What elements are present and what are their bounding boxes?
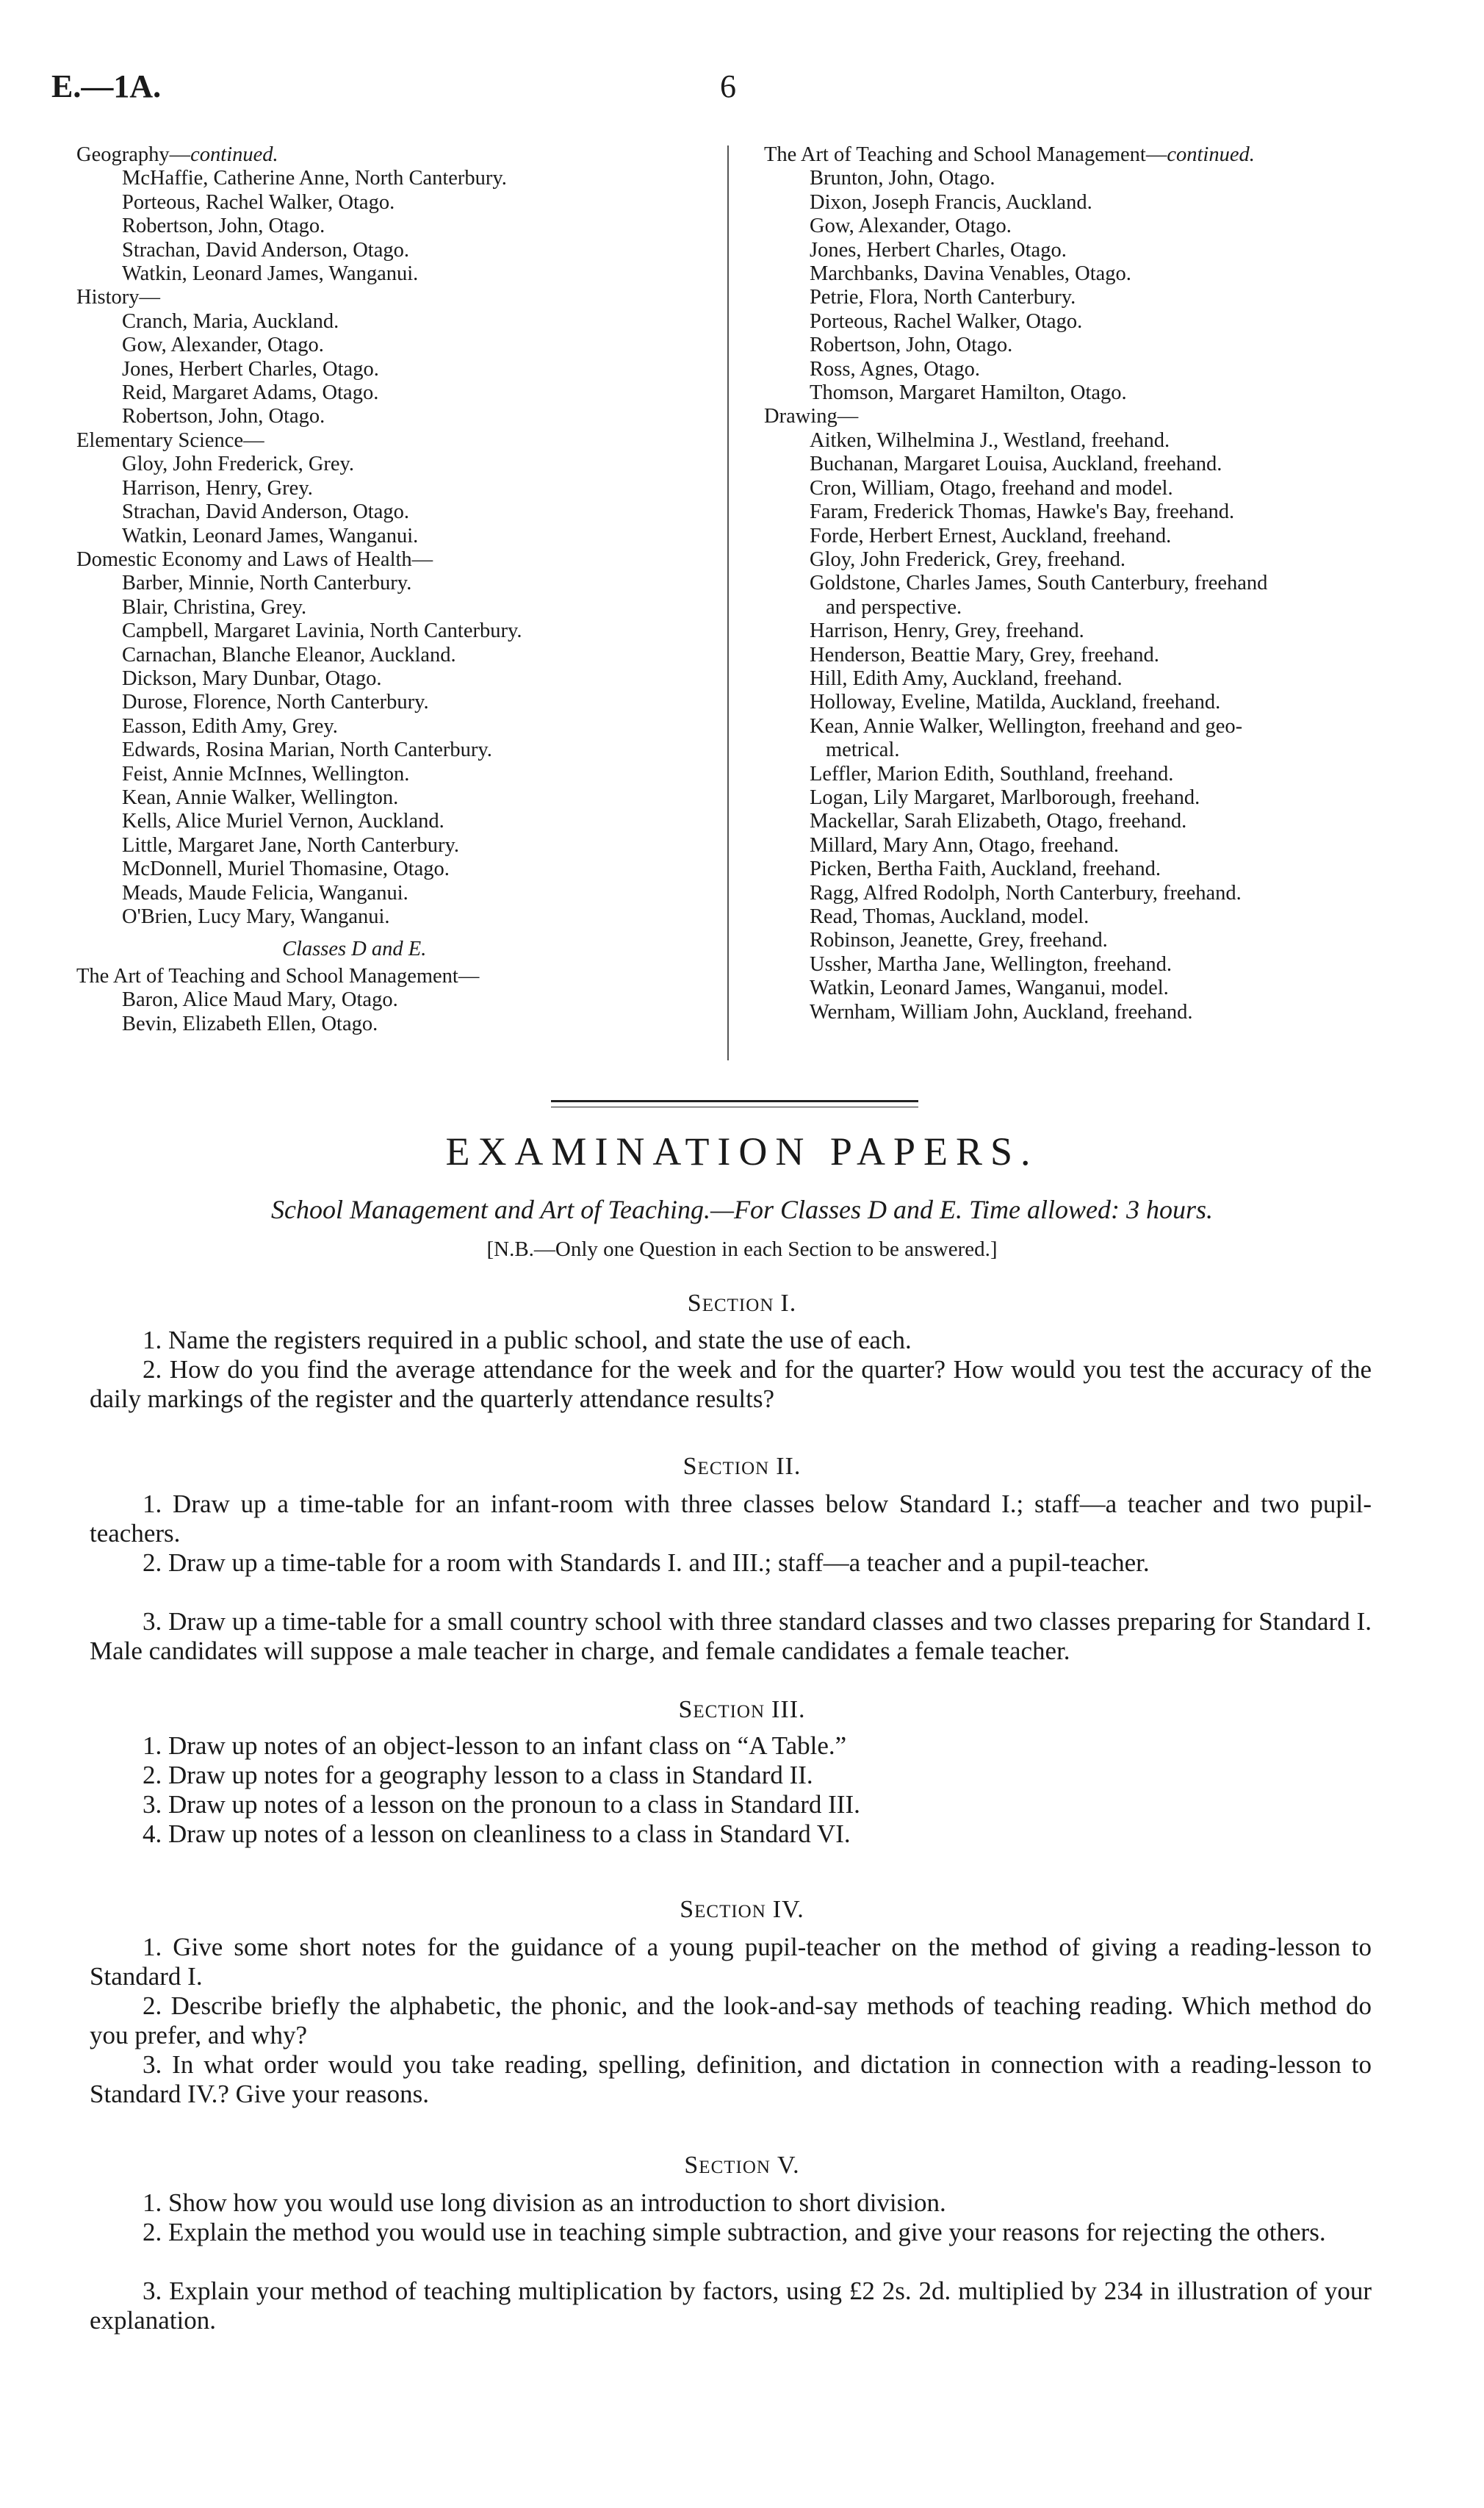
list-item: Porteous, Rachel Walker, Otago.: [810, 309, 1083, 333]
list-item: Jones, Herbert Charles, Otago.: [122, 357, 379, 381]
list-item: Gloy, John Frederick, Grey.: [122, 453, 355, 476]
list-item: Blair, Christina, Grey.: [122, 595, 307, 619]
list-item: Hill, Edith Amy, Auckland, freehand.: [810, 666, 1123, 690]
list-item: Bevin, Elizabeth Ellen, Otago.: [122, 1012, 378, 1035]
list-item: Kean, Annie Walker, Wellington, freehand and geo-: [810, 714, 1243, 738]
list-item-continuation: and perspective.: [826, 595, 962, 619]
section-heading: SECTION II.: [682, 1453, 802, 1480]
list-item: Gow, Alexander, Otago.: [122, 334, 324, 357]
question: 2. How do you find the average attendance for the week and for the quarter? How would you test the accuracy of the daily markings of the register and the quarterly attendance results?: [90, 1355, 1372, 1413]
question: 1. Show how you would use long division as an introduction to short division.: [143, 2188, 946, 2217]
list-item: Carnachan, Blanche Eleanor, Auckland.: [122, 643, 456, 666]
list-item: Kean, Annie Walker, Wellington.: [122, 786, 399, 809]
list-item: Feist, Annie McInnes, Wellington.: [122, 762, 410, 786]
list-item: Robertson, John, Otago.: [122, 215, 325, 238]
list-item: Durose, Florence, North Canterbury.: [122, 691, 429, 714]
list-item: O'Brien, Lucy Mary, Wanganui.: [122, 905, 390, 928]
list-item: Forde, Herbert Ernest, Auckland, freehand.: [810, 524, 1172, 547]
question: 1. Give some short notes for the guidance of a young pupil-teacher on the method of giving a reading-lesson to Standard I.: [90, 1933, 1372, 1991]
list-item: Harrison, Henry, Grey, freehand.: [810, 619, 1084, 643]
list-item: Gow, Alexander, Otago.: [810, 215, 1012, 238]
list-item: Reid, Margaret Adams, Otago.: [122, 381, 379, 405]
list-item: Strachan, David Anderson, Otago.: [122, 238, 409, 262]
subject-heading: [76, 286, 723, 309]
list-item: Dixon, Joseph Francis, Auckland.: [810, 190, 1092, 214]
section-heading: SECTION I.: [687, 1290, 797, 1317]
list-item: Leffler, Marion Edith, Southland, freehand.: [810, 762, 1174, 786]
subject-heading: [76, 429, 723, 453]
list-item: Watkin, Leonard James, Wanganui.: [122, 262, 419, 286]
section-rule: [551, 1100, 918, 1102]
list-item: Robertson, John, Otago.: [122, 405, 325, 428]
list-item: Campbell, Margaret Lavinia, North Canterbury.: [122, 619, 522, 643]
column-divider: [727, 145, 729, 1060]
subject-heading: [764, 405, 1425, 428]
list-item: Robinson, Jeanette, Grey, freehand.: [810, 929, 1108, 952]
list-item: Robertson, John, Otago.: [810, 334, 1013, 357]
list-item: Marchbanks, Davina Venables, Otago.: [810, 262, 1131, 286]
subject-title: The Art of Teaching and School Management—: [764, 143, 1167, 166]
subject-title: Drawing—: [764, 405, 859, 428]
section-heading: SECTION V.: [684, 2152, 800, 2179]
list-item: Buchanan, Margaret Louisa, Auckland, freehand.: [810, 453, 1222, 476]
section-heading: SECTION III.: [678, 1696, 806, 1723]
list-item: Millard, Mary Ann, Otago, freehand.: [810, 833, 1120, 857]
list-item: Brunton, John, Otago.: [810, 167, 995, 190]
question: 4. Draw up notes of a lesson on cleanliness to a class in Standard VI.: [143, 1819, 851, 1848]
list-item: Picken, Bertha Faith, Auckland, freehand.: [810, 858, 1161, 881]
list-item: Ross, Agnes, Otago.: [810, 357, 980, 381]
subject-heading: [76, 548, 723, 572]
question: 3. In what order would you take reading, spelling, definition, and dictation in connection with a reading-lesson to Standard IV.? Give your reasons.: [90, 2050, 1372, 2108]
list-item: Henderson, Beattie Mary, Grey, freehand.: [810, 643, 1159, 666]
question: 3. Draw up a time-table for a small country school with three standard classes and two classes preparing for Standard I. Male candidates will suppose a male teacher in charge, and female candidates a female teacher.: [90, 1607, 1372, 1665]
exam-title: EXAMINATION PAPERS.: [445, 1129, 1039, 1174]
page-header: [51, 68, 1433, 112]
list-item: Watkin, Leonard James, Wanganui, model.: [810, 977, 1169, 1000]
section-heading: SECTION IV.: [680, 1896, 804, 1923]
subject-heading: [76, 143, 723, 167]
list-item: Meads, Maude Felicia, Wanganui.: [122, 881, 408, 905]
list-item: Harrison, Henry, Grey.: [122, 476, 313, 500]
list-item: Jones, Herbert Charles, Otago.: [810, 238, 1067, 262]
list-item: Faram, Frederick Thomas, Hawke's Bay, freehand.: [810, 500, 1235, 524]
right-column-list: [764, 143, 1425, 1024]
document-code: E.—1A.: [51, 68, 162, 104]
continued-label: continued.: [190, 143, 278, 166]
subject-title: Domestic Economy and Laws of Health—: [76, 547, 433, 571]
question: 2. Draw up notes for a geography lesson to a class in Standard II.: [143, 1761, 813, 1789]
exam-subtitle: School Management and Art of Teaching.—For Classes D and E. Time allowed: 3 hours.: [271, 1195, 1213, 1224]
question: 2. Draw up a time-table for a room with Standards I. and III.; staff—a teacher and a pupil-teacher.: [143, 1548, 1150, 1577]
list-item: Kells, Alice Muriel Vernon, Auckland.: [122, 810, 444, 833]
continued-label: continued.: [1167, 143, 1255, 166]
question: 1. Draw up a time-table for an infant-room with three classes below Standard I.; staff—a teacher and two pupil-teachers.: [90, 1490, 1372, 1548]
question: 2. Explain the method you would use in teaching simple subtraction, and give your reasons for rejecting the others.: [143, 2218, 1326, 2246]
list-item: Logan, Lily Margaret, Marlborough, freehand.: [810, 786, 1200, 809]
subject-heading: [764, 143, 1425, 167]
question: 3. Draw up notes of a lesson on the pronoun to a class in Standard III.: [143, 1790, 860, 1819]
list-item: McHaffie, Catherine Anne, North Canterbury.: [122, 167, 507, 190]
list-item: Baron, Alice Maud Mary, Otago.: [122, 988, 398, 1012]
list-item: Cron, William, Otago, freehand and model.: [810, 476, 1173, 500]
list-item-continuation: metrical.: [826, 739, 900, 762]
list-item: Strachan, David Anderson, Otago.: [122, 500, 409, 524]
list-item: Petrie, Flora, North Canterbury.: [810, 286, 1076, 309]
list-item: Holloway, Eveline, Matilda, Auckland, freehand.: [810, 691, 1221, 714]
list-item: Cranch, Maria, Auckland.: [122, 309, 339, 333]
list-item: Watkin, Leonard James, Wanganui.: [122, 524, 419, 547]
exam-note: [N.B.—Only one Question in each Section to be answered.]: [486, 1237, 998, 1261]
subject-heading: [76, 965, 723, 988]
list-item: Mackellar, Sarah Elizabeth, Otago, freehand.: [810, 810, 1187, 833]
subject-title: Geography—: [76, 143, 191, 166]
list-item: Wernham, William John, Auckland, freehand.: [810, 1000, 1193, 1024]
list-item: Little, Margaret Jane, North Canterbury.: [122, 833, 460, 857]
page-number: 6: [720, 68, 736, 104]
list-item: Goldstone, Charles James, South Canterbury, freehand: [810, 572, 1268, 595]
list-item: Ussher, Martha Jane, Wellington, freehand.: [810, 952, 1173, 976]
list-item: Dickson, Mary Dunbar, Otago.: [122, 666, 382, 690]
question: 1. Draw up notes of an object-lesson to an infant class on “A Table.”: [143, 1731, 847, 1760]
list-item: Ragg, Alfred Rodolph, North Canterbury, freehand.: [810, 881, 1242, 905]
classes-heading: Classes D and E.: [282, 938, 427, 961]
list-item: Aitken, Wilhelmina J., Westland, freehand.: [810, 428, 1170, 452]
subject-title: Elementary Science—: [76, 428, 264, 452]
question: 3. Explain your method of teaching multiplication by factors, using £2 2s. 2d. multiplied by 234 in illustration of your explanation.: [90, 2277, 1372, 2335]
question: 1. Name the registers required in a public school, and state the use of each.: [143, 1326, 912, 1354]
list-item: Thomson, Margaret Hamilton, Otago.: [810, 381, 1127, 405]
list-item: Read, Thomas, Auckland, model.: [810, 905, 1089, 928]
list-item: McDonnell, Muriel Thomasine, Otago.: [122, 858, 450, 881]
subject-title: History—: [76, 286, 160, 309]
list-item: Porteous, Rachel Walker, Otago.: [122, 190, 395, 214]
list-item: Easson, Edith Amy, Grey.: [122, 714, 338, 738]
subject-title: The Art of Teaching and School Management—: [76, 964, 480, 988]
list-item: Gloy, John Frederick, Grey, freehand.: [810, 547, 1125, 571]
left-column-list: [76, 143, 723, 1036]
list-item: Edwards, Rosina Marian, North Canterbury.: [122, 739, 492, 762]
question: 2. Describe briefly the alphabetic, the phonic, and the look-and-say methods of teaching reading. Which method do you prefer, and why?: [90, 1991, 1372, 2049]
list-item: Barber, Minnie, North Canterbury.: [122, 572, 412, 595]
